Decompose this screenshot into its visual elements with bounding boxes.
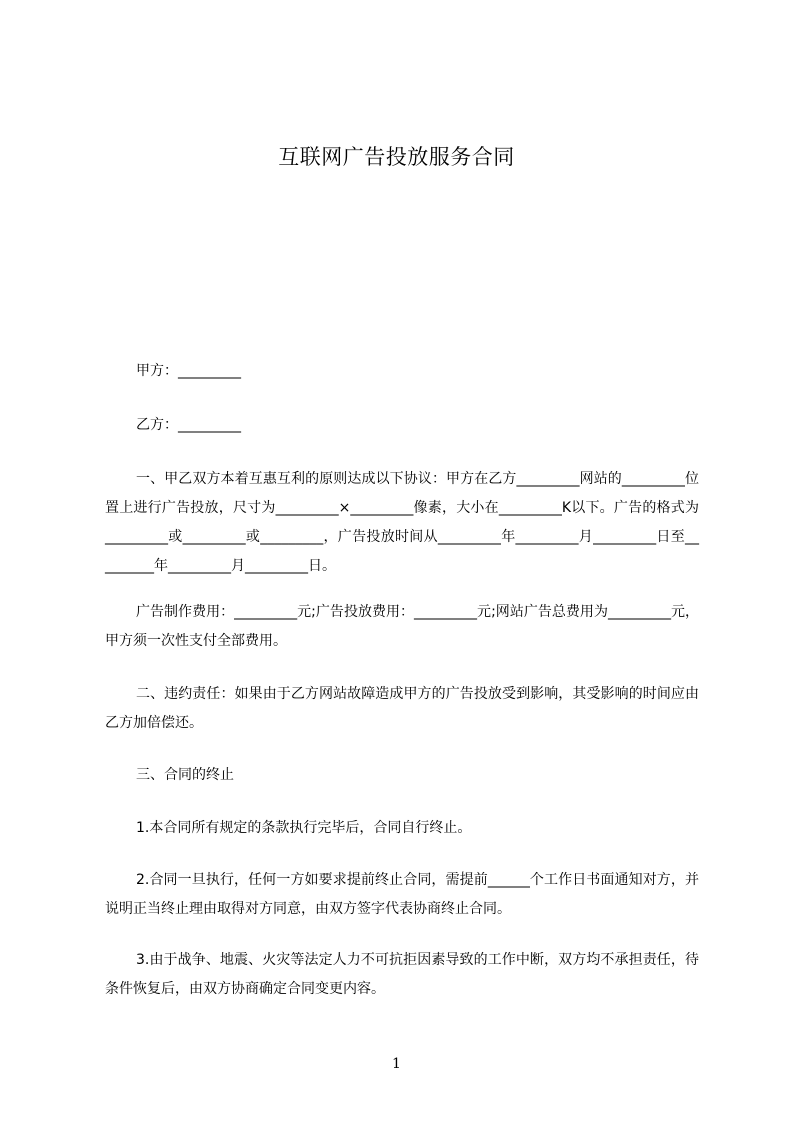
party-b-line: 乙方：_________ — [136, 417, 241, 433]
fees-paragraph: 广告制作费用：_________元;广告投放费用：_________元;网站广告总费用为_________元，甲方须一次性支付全部费用。 — [105, 604, 699, 649]
clause-1-paragraph: 一、甲乙双方本着互惠互利的原则达成以下协议：甲方在乙方_________网站的_________位置上进行广告投放，尺寸为_________×_________像素，大小在_________K以下。广告的格式为_________或_________或_________，广告投放时间从_________年_________月_________日至_________年_________月_________日。 — [105, 471, 699, 574]
clause-3-item-2: 2.合同一旦执行，任何一方如要求提前终止合同，需提前______个工作日书面通知对方，并说明正当终止理由取得对方同意，由双方签字代表协商终止合同。 — [105, 872, 699, 917]
clause-3-item-1: 1.本合同所有规定的条款执行完毕后，合同自行终止。 — [136, 820, 472, 836]
page-number: 1 — [392, 1056, 401, 1072]
party-a-line: 甲方：_________ — [136, 363, 241, 379]
clause-3-item-3: 3.由于战争、地震、火灾等法定人力不可抗拒因素导致的工作中断，双方均不承担责任，待条件恢复后，由双方协商确定合同变更内容。 — [105, 952, 699, 997]
document-title: 互联网广告投放服务合同 — [278, 145, 515, 169]
clause-3-heading: 三、合同的终止 — [136, 767, 234, 783]
clause-2-paragraph: 二、违约责任：如果由于乙方网站故障造成甲方的广告投放受到影响，其受影响的时间应由乙方加倍偿还。 — [105, 686, 699, 731]
